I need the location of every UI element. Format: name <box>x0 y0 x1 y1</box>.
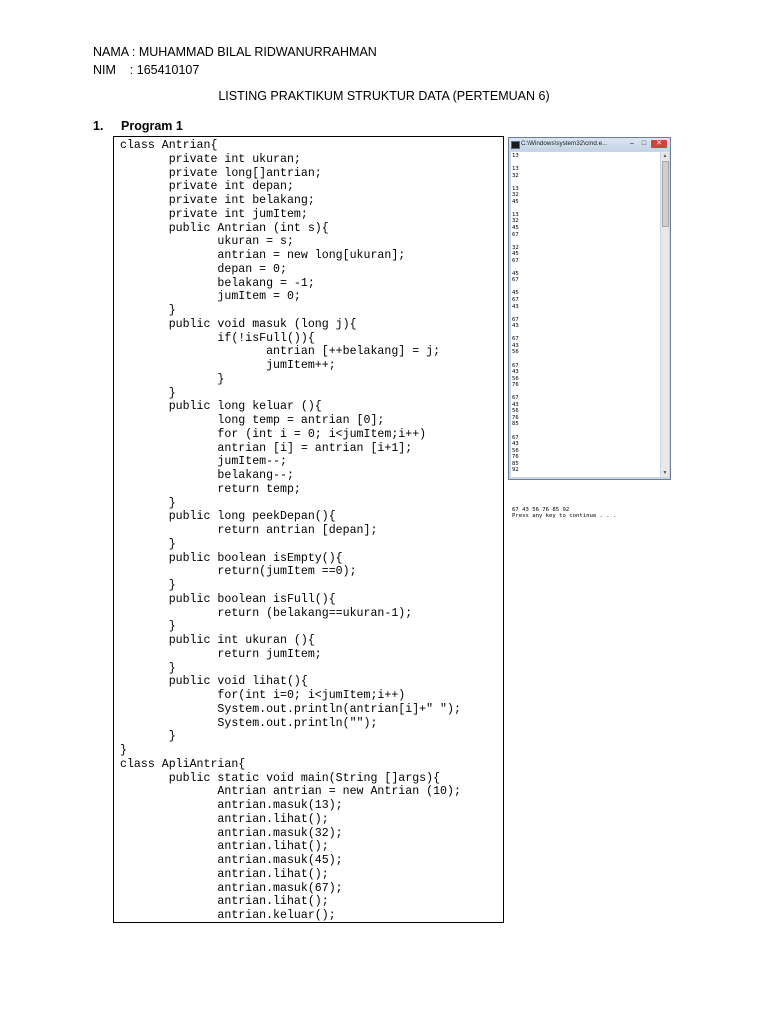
section-label: Program 1 <box>121 119 183 133</box>
student-name: NAMA : MUHAMMAD BILAL RIDWANURRAHMAN <box>93 45 377 59</box>
document-title: LISTING PRAKTIKUM STRUKTUR DATA (PERTEMUAN 6) <box>218 89 550 103</box>
cmd-window[interactable] <box>508 137 671 520</box>
section-number: 1. <box>93 119 104 133</box>
scroll-down-arrow-icon[interactable]: ▼ <box>662 470 668 476</box>
scroll-up-arrow-icon[interactable]: ▲ <box>662 153 668 159</box>
close-button[interactable]: ✕ <box>651 140 667 148</box>
student-nim: NIM : 165410107 <box>93 63 200 77</box>
console-scrollbar[interactable] <box>661 152 669 477</box>
scroll-thumb[interactable] <box>662 161 669 227</box>
cmd-window-icon <box>511 141 520 149</box>
maximize-button[interactable]: □ <box>641 140 647 147</box>
console-output: 13 13 32 13 32 45 13 32 45 67 32 45 67 45 67 45 67 43 67 43 67 43 56 67 43 56 76 67 43 56 76 85 67 43 56 76 85 92 67 43 56 76 85 92 Press any key to continue . . . <box>512 153 617 520</box>
console-screen <box>511 152 660 520</box>
cmd-title-bar[interactable] <box>509 138 670 151</box>
code-listing-box <box>113 136 504 923</box>
code-listing: class Antrian{ private int ukuran; private long[]antrian; private int depan; private int belakang; private int jumItem; public Antrian (int s){ ukuran = s; antrian = new long[ukuran]; depan = 0; belakang = -1; jumItem = 0; } public void masuk (long j){ if(!isFull()){ antrian [++belakang] = j; jumItem++; } } public long keluar (){ long temp = antrian [0]; for (int i = 0; i<jumItem;i++) antrian [i] = antrian [i+1]; jumItem--; belakang--; return temp; } public long peekDepan(){ return antrian [depan]; } public boolean isEmpty(){ return(jumItem ==0); } public boolean isFull(){ return (belakang==ukuran-1); } public int ukuran (){ return jumItem; } public void lihat(){ for(int i=0; i<jumItem;i++) System.out.println(antrian[i]+" "); System.out.println(""); } } class ApliAntrian{ public static void main(String []args){ Antrian antrian = new Antrian (10); antrian.masuk(13); antrian.lihat(); antrian.masuk(32); antrian.lihat(); antrian.masuk(45); antrian.lihat(); antrian.masuk(67); antrian.lihat(); antrian.keluar(); <box>120 139 461 922</box>
minimize-button[interactable]: – <box>630 140 634 147</box>
cmd-window-title: C:\Windows\system32\cmd.e... <box>521 140 608 147</box>
